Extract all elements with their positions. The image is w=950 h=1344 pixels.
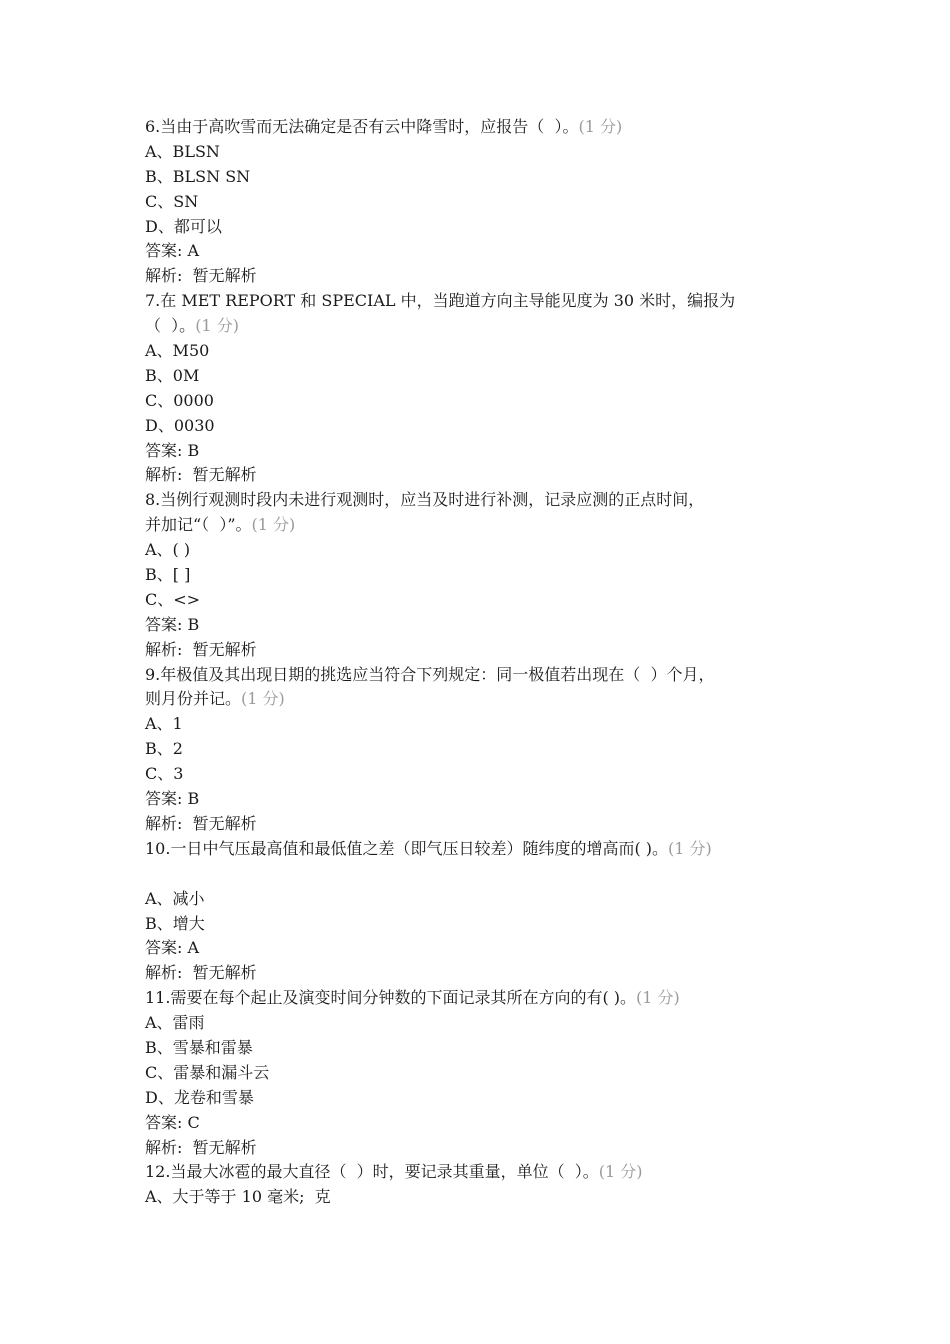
option-b: B、2 xyxy=(145,739,183,759)
answer-line: 答案: A xyxy=(145,241,200,261)
question-score: (1 分) xyxy=(251,515,296,535)
analysis-line: 解析: 暂无解析 xyxy=(145,1137,257,1157)
analysis-line: 解析: 暂无解析 xyxy=(145,266,257,286)
option-a: A、( ) xyxy=(145,540,191,560)
analysis-line: 解析: 暂无解析 xyxy=(145,639,257,659)
option-a: A、雷雨 xyxy=(145,1013,205,1033)
option-d: D、都可以 xyxy=(145,216,222,236)
question-score: (1 分) xyxy=(578,117,623,136)
question-stem-continued: 并加记“（ ）”。 xyxy=(145,515,252,535)
question-score: (1 分) xyxy=(598,1162,643,1182)
option-c: C、<> xyxy=(145,589,201,609)
answer-line: 答案: B xyxy=(145,614,200,634)
question-11 xyxy=(145,986,825,1160)
question-12 xyxy=(145,1160,825,1210)
question-8 xyxy=(145,488,825,662)
question-score: (1 分) xyxy=(668,838,712,858)
option-d: D、0030 xyxy=(145,415,215,435)
question-stem: 10.一日中气压最高值和最低值之差（即气压日较差）随纬度的增高而( )。 xyxy=(145,838,669,858)
option-a: A、BLSN xyxy=(145,141,220,161)
question-stem: 7.在 MET REPORT 和 SPECIAL 中，当跑道方向主导能见度为 30 米时，编报为 xyxy=(145,291,736,311)
question-stem: 9.年极值及其出现日期的挑选应当符合下列规定：同一极值若出现在（ ）个月， xyxy=(145,664,715,684)
option-c: C、0000 xyxy=(145,390,214,410)
option-a: A、减小 xyxy=(145,888,205,908)
option-a: A、大于等于 10 毫米; 克 xyxy=(145,1187,331,1207)
option-b: B、[ ] xyxy=(145,565,191,585)
exam-document xyxy=(145,115,825,1210)
option-a: A、M50 xyxy=(145,341,210,361)
question-10 xyxy=(145,837,825,986)
question-6 xyxy=(145,115,825,289)
option-d: D、龙卷和雪暴 xyxy=(145,1087,254,1107)
option-a: A、1 xyxy=(145,714,183,734)
option-c: C、雷暴和漏斗云 xyxy=(145,1062,270,1082)
analysis-line: 解析: 暂无解析 xyxy=(145,813,257,833)
question-stem: 6.当由于高吹雪而无法确定是否有云中降雪时，应报告（ ）。 xyxy=(145,117,579,136)
question-9 xyxy=(145,663,825,837)
question-score: (1 分) xyxy=(636,988,680,1008)
question-score: (1 分) xyxy=(241,689,285,709)
option-b: B、增大 xyxy=(145,913,205,933)
option-c: C、SN xyxy=(145,191,199,211)
option-b: B、雪暴和雷暴 xyxy=(145,1037,253,1057)
question-stem: 12.当最大冰雹的最大直径（ ）时，要记录其重量，单位（ ）。 xyxy=(145,1162,599,1182)
option-c: C、3 xyxy=(145,764,184,784)
question-stem: 11.需要在每个起止及演变时间分钟数的下面记录其所在方向的有( )。 xyxy=(145,988,637,1008)
question-stem-continued: 则月份并记。 xyxy=(145,689,242,709)
question-stem-continued: （ ）。 xyxy=(145,316,196,336)
analysis-line: 解析: 暂无解析 xyxy=(145,465,257,485)
answer-line: 答案: B xyxy=(145,789,200,809)
question-score: (1 分) xyxy=(195,316,239,336)
option-b: B、0M xyxy=(145,365,200,385)
option-b: B、BLSN SN xyxy=(145,166,251,186)
answer-line: 答案: A xyxy=(145,938,200,958)
answer-line: 答案: C xyxy=(145,1112,200,1132)
question-stem: 8.当例行观测时段内未进行观测时，应当及时进行补测，记录应测的正点时间， xyxy=(145,490,705,510)
analysis-line: 解析: 暂无解析 xyxy=(145,963,257,983)
answer-line: 答案: B xyxy=(145,440,200,460)
question-7 xyxy=(145,289,825,488)
